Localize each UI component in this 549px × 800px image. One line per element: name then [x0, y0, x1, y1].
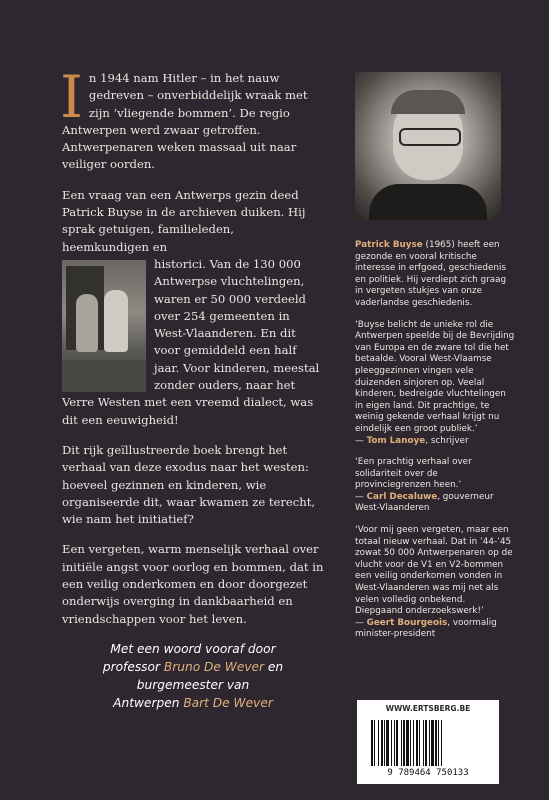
- author-photo: [355, 72, 501, 220]
- quote-3-author: Geert Bourgeois: [366, 617, 448, 628]
- author-glasses: [399, 128, 461, 146]
- research-paragraph-b: historici. Van de 130 000 Antwerpse vluchtelingen, waren er 50 000 verdeeld over 254 gemeenten in West-Vlaanderen. En dit voor gemiddeld een half jaar. Voor kinderen, meestal zonder ouders, naar het Verre Westen met een vreemd dialect, was dit een eeuwigheid!: [62, 256, 320, 427]
- research-paragraph-a: Een vraag van een Antwerps gezin deed Patrick Buyse in de archieven duiken. Hij sprak getuigen, familieleden, heemkundigen en: [62, 187, 306, 254]
- quote-1-author: Tom Lanoye: [366, 435, 426, 446]
- foreword-line-2: professor Bruno De Wever en: [102, 660, 284, 674]
- quote-3: ‘Voor mij geen vergeten, maar een totaal nieuw verhaal. Dat in ’44-’45 zowat 50 000 Antwerpenaren op de vlucht voor de V1 en V2-bommen een veilig onderkomen vonden in West-Vlaanderen was mij net als velen volledig onbekend. Diepgaand onderzoekswerk!’ — Geert Bourgeois, voormalig minister-president: [355, 525, 513, 640]
- barcode-box: [357, 700, 499, 784]
- right-column: [355, 240, 515, 651]
- blurb-column: [60, 63, 324, 641]
- foreword-credit: [62, 640, 324, 712]
- closing-paragraph: Een vergeten, warm menselijk verhaal over initiële angst voor oorlog en bommen, dat in een veilig onderkomen en door doorgezet onderwijs overging in dankbaarheid en vriendschappen voor het leven.: [62, 542, 324, 626]
- author-hair: [391, 90, 465, 114]
- publisher-url: WWW.ERTSBERG.BE: [385, 704, 471, 713]
- foreword-name-bruno: Bruno De Wever: [163, 660, 265, 674]
- foreword-line-1: Met een woord vooraf door: [110, 642, 276, 656]
- book-paragraph: Dit rijk geïllustreerde boek brengt het verhaal van deze exodus naar het westen: hoeveel gezinnen en kinderen, wie organiseerde dit, waar kwamen ze terecht, wie nam het initiatief?: [62, 442, 316, 527]
- foreword-line-4: Antwerpen Bart De Wever: [113, 696, 273, 710]
- photo-child-right: [104, 290, 128, 352]
- historic-photo: [62, 260, 146, 392]
- drop-cap: I: [60, 63, 83, 131]
- quote-1: ‘Buyse belicht de unieke rol die Antwerpen speelde bij de Bevrijding van Europa en de zware tol die het betaalde. Vooral West-Vlaamse pleeggezinnen vingen vele duizenden sinjoren op. Veelal kinderen, bedreigde vluchtelingen in eigen land. Dit prachtige, te weinig gekende verhaal krijgt nu eindelijk een groot publiek.’ — Tom Lanoye, schrijver: [355, 319, 515, 446]
- author-shirt: [369, 184, 487, 220]
- author-bio: Patrick Buyse (1965) heeft een gezonde en vooral kritische interesse in erfgoed, geschiedenis en politiek. Hij verdiept zich graag in vergeten stukjes van onze vaderlandse geschiedenis.: [355, 240, 507, 308]
- foreword-line-3: burgemeester van: [136, 678, 250, 692]
- barcode-bar: [442, 720, 445, 766]
- foreword-name-bart: Bart De Wever: [183, 696, 273, 710]
- barcode-number: 9 789464 750133: [387, 768, 469, 778]
- quote-2: ‘Een prachtig verhaal over solidariteit over de provinciegrenzen heen.’ — Carl Decaluwe, gouverneur West-Vlaanderen: [355, 457, 494, 514]
- photo-step: [62, 360, 146, 392]
- intro-paragraph: In 1944 nam Hitler – in het nauw gedreven – onverbiddelijk wraak met zijn ‘vliegende bommen’. De regio Antwerpen werd zwaar getroffen. Antwerpenaren weken massaal uit naar veiliger oorden.: [60, 63, 308, 172]
- photo-child-left: [76, 294, 98, 352]
- quote-2-author: Carl Decaluwe: [366, 491, 438, 502]
- barcode-bars: [371, 720, 485, 766]
